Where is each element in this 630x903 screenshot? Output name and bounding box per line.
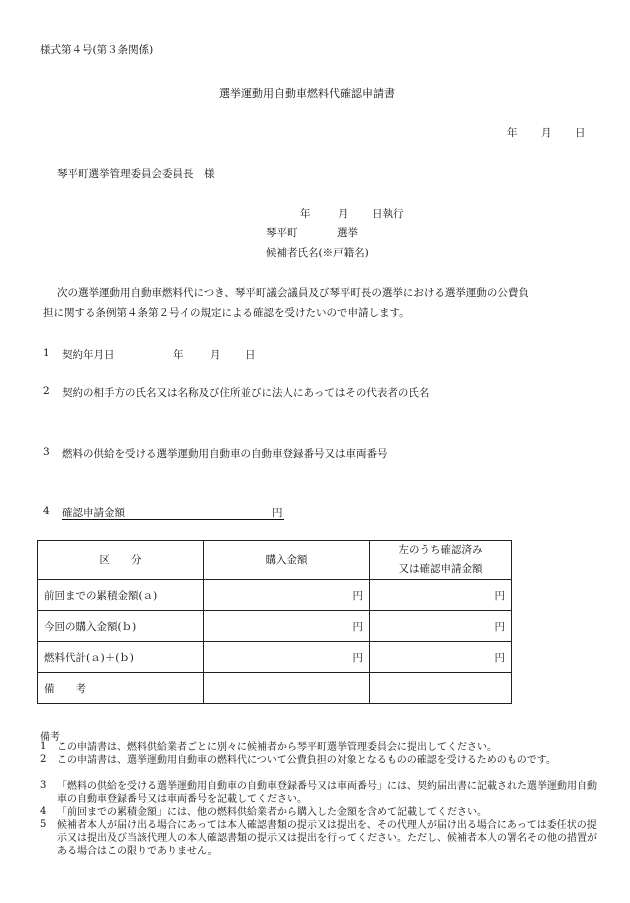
item1-day: 日 [245,349,256,361]
body-text-line1: 次の選挙運動用自動車燃料代につき、琴平町議会議員及び琴平町長の選挙における選挙運動の公費負 [57,287,529,299]
note1-number: 1 [40,741,47,752]
note4-number: 4 [40,806,47,817]
table-row [38,580,512,611]
amount-table [37,540,512,704]
note4-text: 「前回までの累積金額」には、他の燃料供給業者から購入した金額を含めて記載してください。 [57,807,487,818]
row-purchase-unit: 円 [204,642,370,673]
election-month: 月 [338,208,349,220]
table-header-row [38,541,512,580]
town-name: 琴平町 [266,227,298,239]
item4-number: 4 [43,505,50,517]
item4-unit: 円 [272,507,283,519]
item2-label: 契約の相手方の氏名又は名称及び住所並びに法人にあってはその代表者の氏名 [62,387,430,399]
header-confirmed-line1: 左のうち確認済み [398,544,483,556]
row-confirmed-unit: 円 [370,642,512,673]
table-row [38,611,512,642]
row-purchase-unit: 円 [204,611,370,642]
item2-number: 2 [43,385,50,397]
note3-text: 「燃料の供給を受ける選挙運動用自動車の自動車登録番号又は車両番号」には、契約届出書に記載された選挙運動用自動車の自動車登録番号又は車両番号を記載してください。 [57,781,597,805]
header-confirmed-amount [370,541,512,580]
item1-number: 1 [43,347,50,359]
row-label: 燃料代計(ａ)＋(ｂ) [38,642,204,673]
candidate-name-label: 候補者氏名(※戸籍名) [266,247,369,259]
note2-text: この申請書は、選挙運動用自動車の燃料代について公費負担の対象となるものの確認を受けるためのものです。 [57,755,556,766]
note5-text: 候補者本人が届け出る場合にあっては本人確認書類の提示又は提出を、その代理人が届け出る場合にあっては委任状の提示又は提出及び当該代理人の本人確認書類の提示又は提出を行ってください。ただし、候補者本人の署名その他の措置がある場合はこの限りでありません。 [57,820,597,857]
date-year: 年 [507,127,518,139]
item4-amount-field [62,505,284,520]
notes-heading: 備考 [40,732,60,743]
document-title: 選挙運動用自動車燃料代確認申請書 [219,87,395,100]
table-row [38,673,512,704]
row-purchase-unit [204,673,370,704]
date-month: 月 [541,127,552,139]
note1-text: この申請書は、燃料供給業者ごとに別々に候補者から琴平町選挙管理委員会に提出してください。 [57,742,497,753]
date-day: 日 [575,127,586,139]
table-row [38,642,512,673]
item1-label: 契約年月日 [62,349,115,361]
election-year: 年 [300,208,311,220]
row-purchase-unit: 円 [204,580,370,611]
header-category: 区 分 [38,541,204,580]
note5-number: 5 [40,819,47,830]
form-number: 様式第４号(第３条関係) [40,44,154,56]
header-purchase-amount: 購入金額 [204,541,370,580]
addressee: 琴平町選挙管理委員会委員長 様 [57,168,215,180]
item4-label: 確認申請金額 [62,507,125,519]
election-exec-day: 日執行 [372,208,404,220]
header-confirmed-line2: 又は確認申請金額 [398,563,483,575]
election-name: 選挙 [337,227,358,239]
row-label: 前回までの累積金額(ａ) [38,580,204,611]
note3-number: 3 [40,780,47,791]
row-confirmed-unit: 円 [370,611,512,642]
body-text-line2: 担に関する条例第４条第２号イの規定による確認を受けたいので申請します。 [43,307,410,319]
item3-label: 燃料の供給を受ける選挙運動用自動車の自動車登録番号又は車両番号 [62,448,388,460]
row-label: 備 考 [38,673,204,704]
item3-number: 3 [43,446,50,458]
note2-number: 2 [40,754,47,765]
item1-year: 年 [173,349,184,361]
row-confirmed-unit: 円 [370,580,512,611]
row-label: 今回の購入金額(ｂ) [38,611,204,642]
row-confirmed-unit [370,673,512,704]
item1-month: 月 [210,349,221,361]
